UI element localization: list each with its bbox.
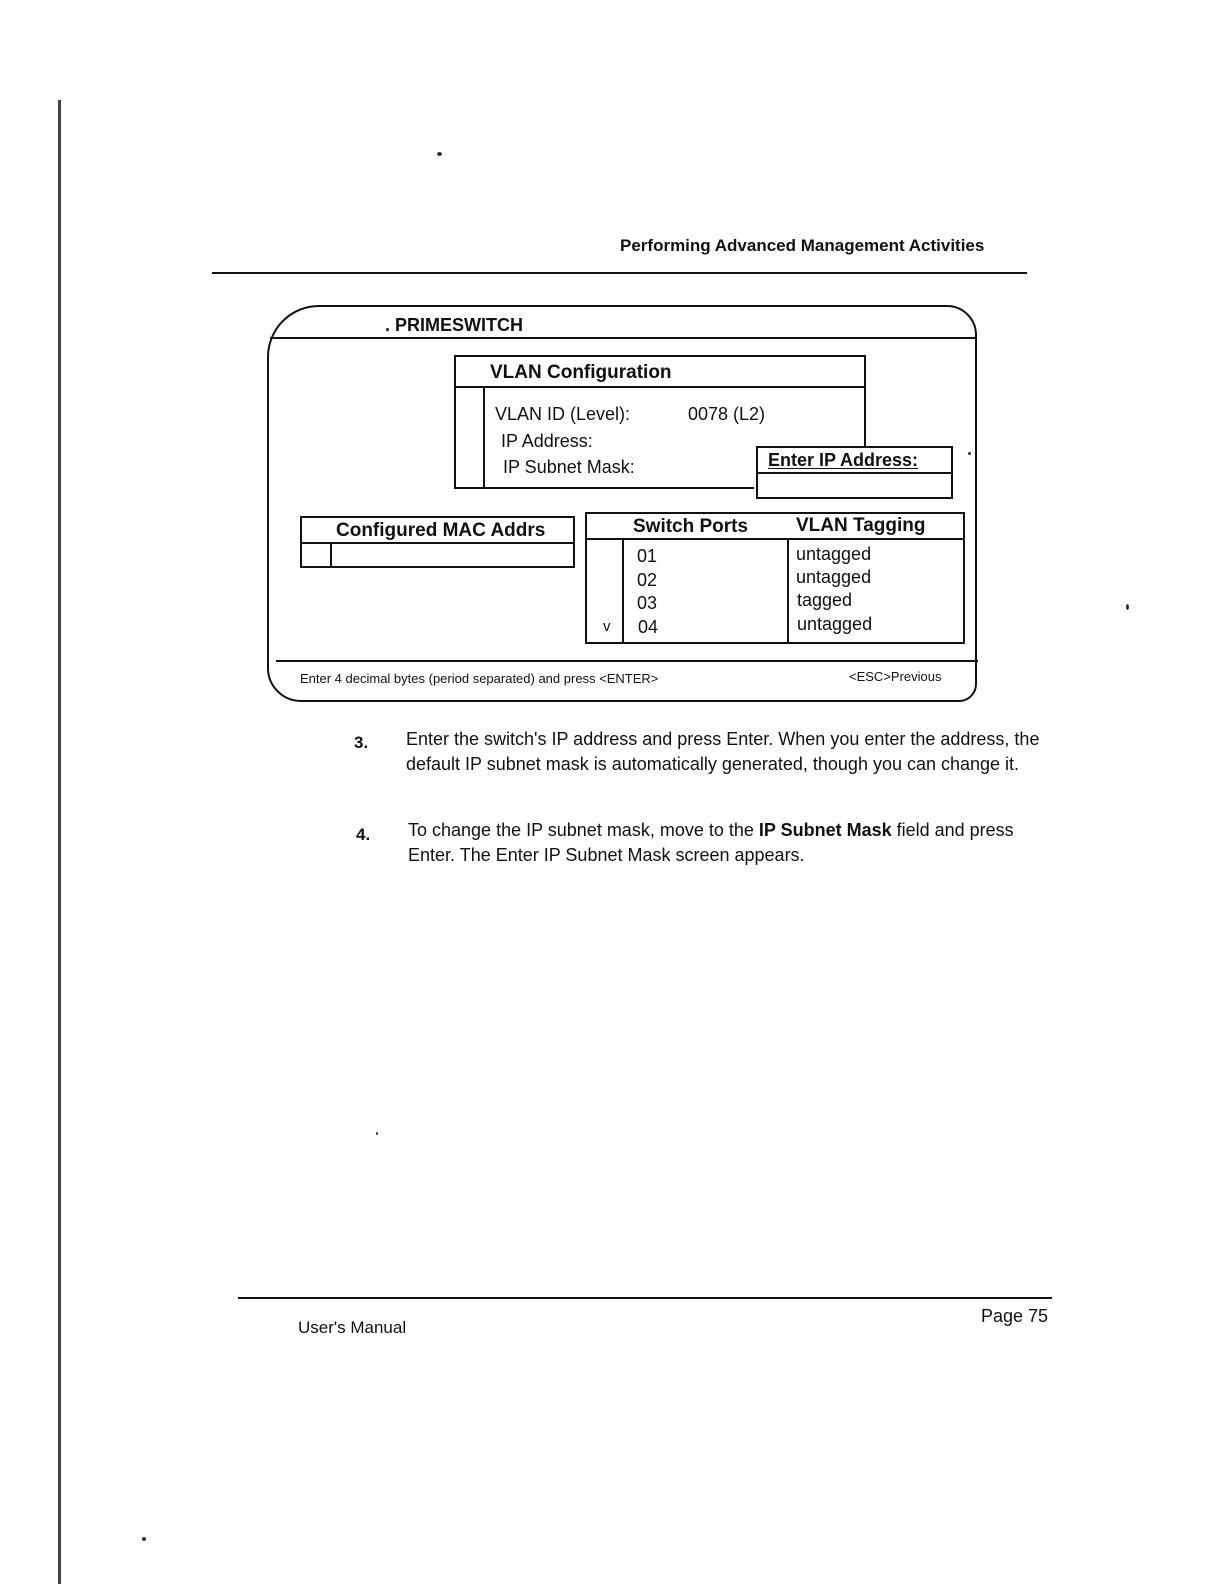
- running-header-title: Performing Advanced Management Activities: [620, 236, 985, 255]
- scan-speck: [142, 1537, 146, 1541]
- vlan-id-value: 0078 (L2): [688, 404, 766, 424]
- step-text-part: To change the IP subnet mask, move to the: [408, 820, 759, 840]
- vlan-panel-title-divider: [456, 386, 864, 388]
- binding-edge: [58, 100, 61, 1584]
- port-cell[interactable]: 02: [637, 570, 658, 590]
- ports-header-divider: [587, 538, 963, 540]
- tagging-cell[interactable]: untagged: [796, 544, 872, 564]
- status-bar-divider: [276, 660, 978, 662]
- screen-title-divider: [270, 337, 975, 339]
- port-cell[interactable]: 03: [637, 593, 658, 613]
- port-cell[interactable]: 04: [638, 617, 659, 637]
- port-cell[interactable]: 01: [637, 546, 658, 566]
- vlan-panel-gutter: [483, 388, 485, 488]
- enter-ip-address-divider: [758, 472, 951, 474]
- ports-column-divider: [787, 540, 789, 643]
- footer-manual-title: User's Manual: [298, 1318, 407, 1337]
- scan-speck: [1126, 604, 1129, 610]
- mac-addrs-title: Configured MAC Addrs: [336, 520, 546, 541]
- step-text-bold: IP Subnet Mask: [758, 820, 892, 840]
- ip-address-input[interactable]: [760, 476, 956, 496]
- step-text-part: field and press Enter. The Enter IP Subnet Mask screen appears.: [408, 820, 1014, 865]
- step-text: [408, 818, 1048, 868]
- scan-speck: [376, 1132, 378, 1135]
- ip-subnet-mask-field[interactable]: IP Subnet Mask:: [503, 457, 635, 477]
- footer-rule: [238, 1297, 1052, 1299]
- switch-ports-header: Switch Ports: [633, 516, 749, 537]
- header-rule: [212, 272, 1027, 274]
- mac-addrs-list[interactable]: [333, 545, 571, 565]
- ports-gutter: [622, 540, 624, 643]
- scan-speck: [437, 152, 442, 156]
- ip-address-field[interactable]: IP Address:: [501, 431, 593, 451]
- step-number: 3.: [354, 733, 369, 752]
- step-number: 4.: [356, 825, 371, 844]
- mac-addrs-gutter: [330, 544, 332, 566]
- tagging-cell[interactable]: untagged: [796, 567, 872, 587]
- scroll-down-indicator[interactable]: v: [603, 618, 611, 635]
- vlan-panel-bottom-edge: [454, 487, 754, 489]
- screen-title: . PRIMESWITCH: [385, 315, 523, 335]
- vlan-tagging-header: VLAN Tagging: [796, 515, 926, 536]
- mac-addrs-title-divider: [302, 542, 573, 544]
- vlan-id-label: VLAN ID (Level):: [495, 404, 631, 424]
- status-hint: Enter 4 decimal bytes (period separated) and press <ENTER>: [300, 671, 659, 686]
- tagging-cell[interactable]: untagged: [797, 614, 873, 634]
- step-text: Enter the switch's IP address and press Enter. When you enter the address, the default IP subnet mask is automatically generated, though you can change it.: [406, 729, 1040, 774]
- enter-ip-address-title: Enter IP Address:: [768, 450, 919, 470]
- footer-page-number: Page 75: [981, 1306, 1049, 1326]
- tagging-cell[interactable]: tagged: [797, 590, 853, 610]
- vlan-panel-title: VLAN Configuration: [490, 362, 672, 383]
- esc-previous-hint[interactable]: <ESC>Previous: [849, 669, 942, 684]
